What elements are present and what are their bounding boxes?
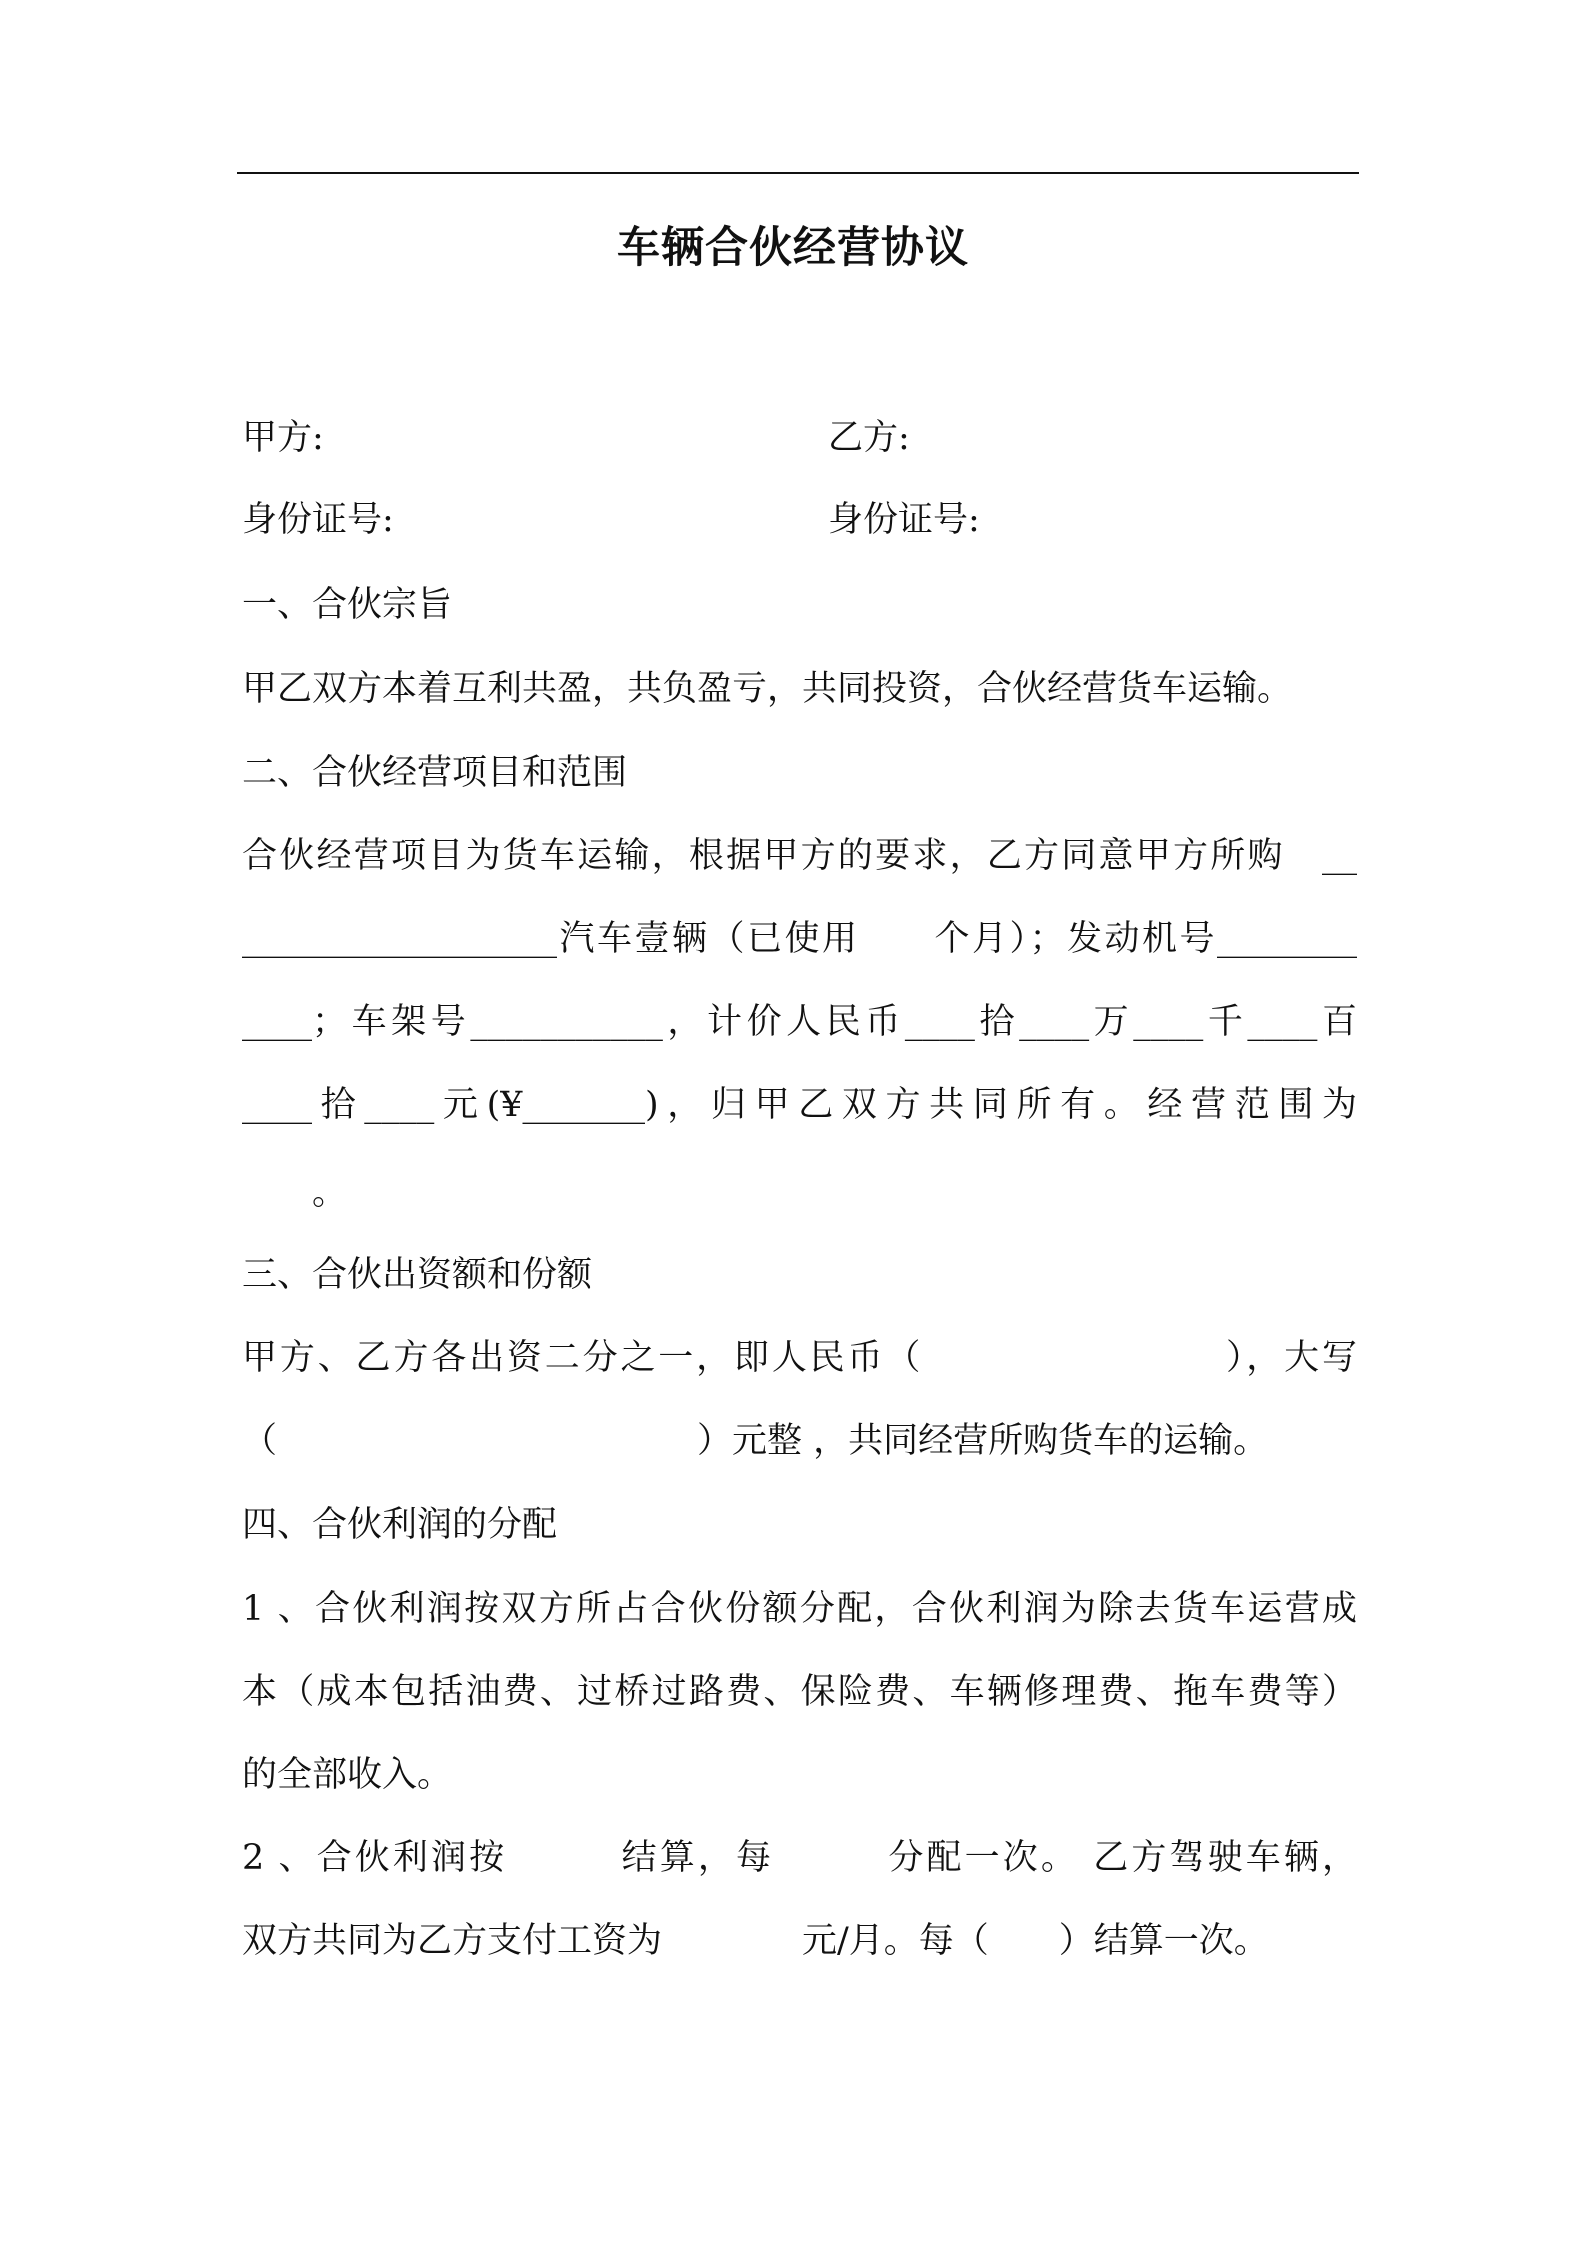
party-b-id-label: 身份证号:: [828, 500, 980, 540]
party-a-id-label: 身份证号:: [242, 500, 394, 540]
section-2-line-1: 合伙经营项目为货车运输，根据甲方的要求，乙方同意甲方所购 __: [242, 836, 1357, 876]
section-3-heading: 三、合伙出资额和份额: [242, 1255, 593, 1295]
section-4-line-5: 双方共同为乙方支付工资为 元/月。每（ ）结算一次。: [242, 1921, 1269, 1961]
section-3-line-2: （ ）元整 ，共同经营所购货车的运输。: [242, 1421, 1269, 1461]
section-3-line-1: 甲方、乙方各出资二分之一，即人民币（ ），大写: [242, 1338, 1357, 1378]
section-2-heading: 二、合伙经营项目和范围: [242, 753, 628, 793]
section-1-heading: 一、合伙宗旨: [242, 585, 453, 625]
section-2-line-4: ____拾____元(¥_______)，归甲乙双方共同所有。经营范围为: [242, 1085, 1357, 1125]
section-1-line-1: 甲乙双方本着互利共盈，共负盈亏，共同投资，合伙经营货车运输。: [242, 669, 1293, 709]
header-rule: [237, 172, 1359, 174]
section-4-line-3: 的全部收入。: [242, 1755, 453, 1795]
section-4-heading: 四、合伙利润的分配: [242, 1505, 558, 1545]
party-a-label: 甲方:: [242, 418, 324, 458]
section-2-line-2: __________________汽车壹辆（已使用 个月）；发动机号________: [242, 919, 1357, 959]
section-4-line-4: 2 、合伙利润按 结算，每 分配一次。 乙方驾驶车辆，: [242, 1838, 1357, 1878]
section-4-line-1: 1 、合伙利润按双方所占合伙份额分配，合伙利润为除去货车运营成: [242, 1589, 1357, 1629]
section-4-line-2: 本（成本包括油费、过桥过路费、保险费、车辆修理费、拖车费等）: [242, 1672, 1357, 1712]
party-b-label: 乙方:: [828, 418, 910, 458]
section-2-line-3: ____；车架号___________，计价人民币____拾____万____千____百: [242, 1002, 1357, 1042]
document-title: 车辆合伙经营协议: [617, 223, 969, 273]
section-2-line-5: 。: [242, 1173, 348, 1213]
